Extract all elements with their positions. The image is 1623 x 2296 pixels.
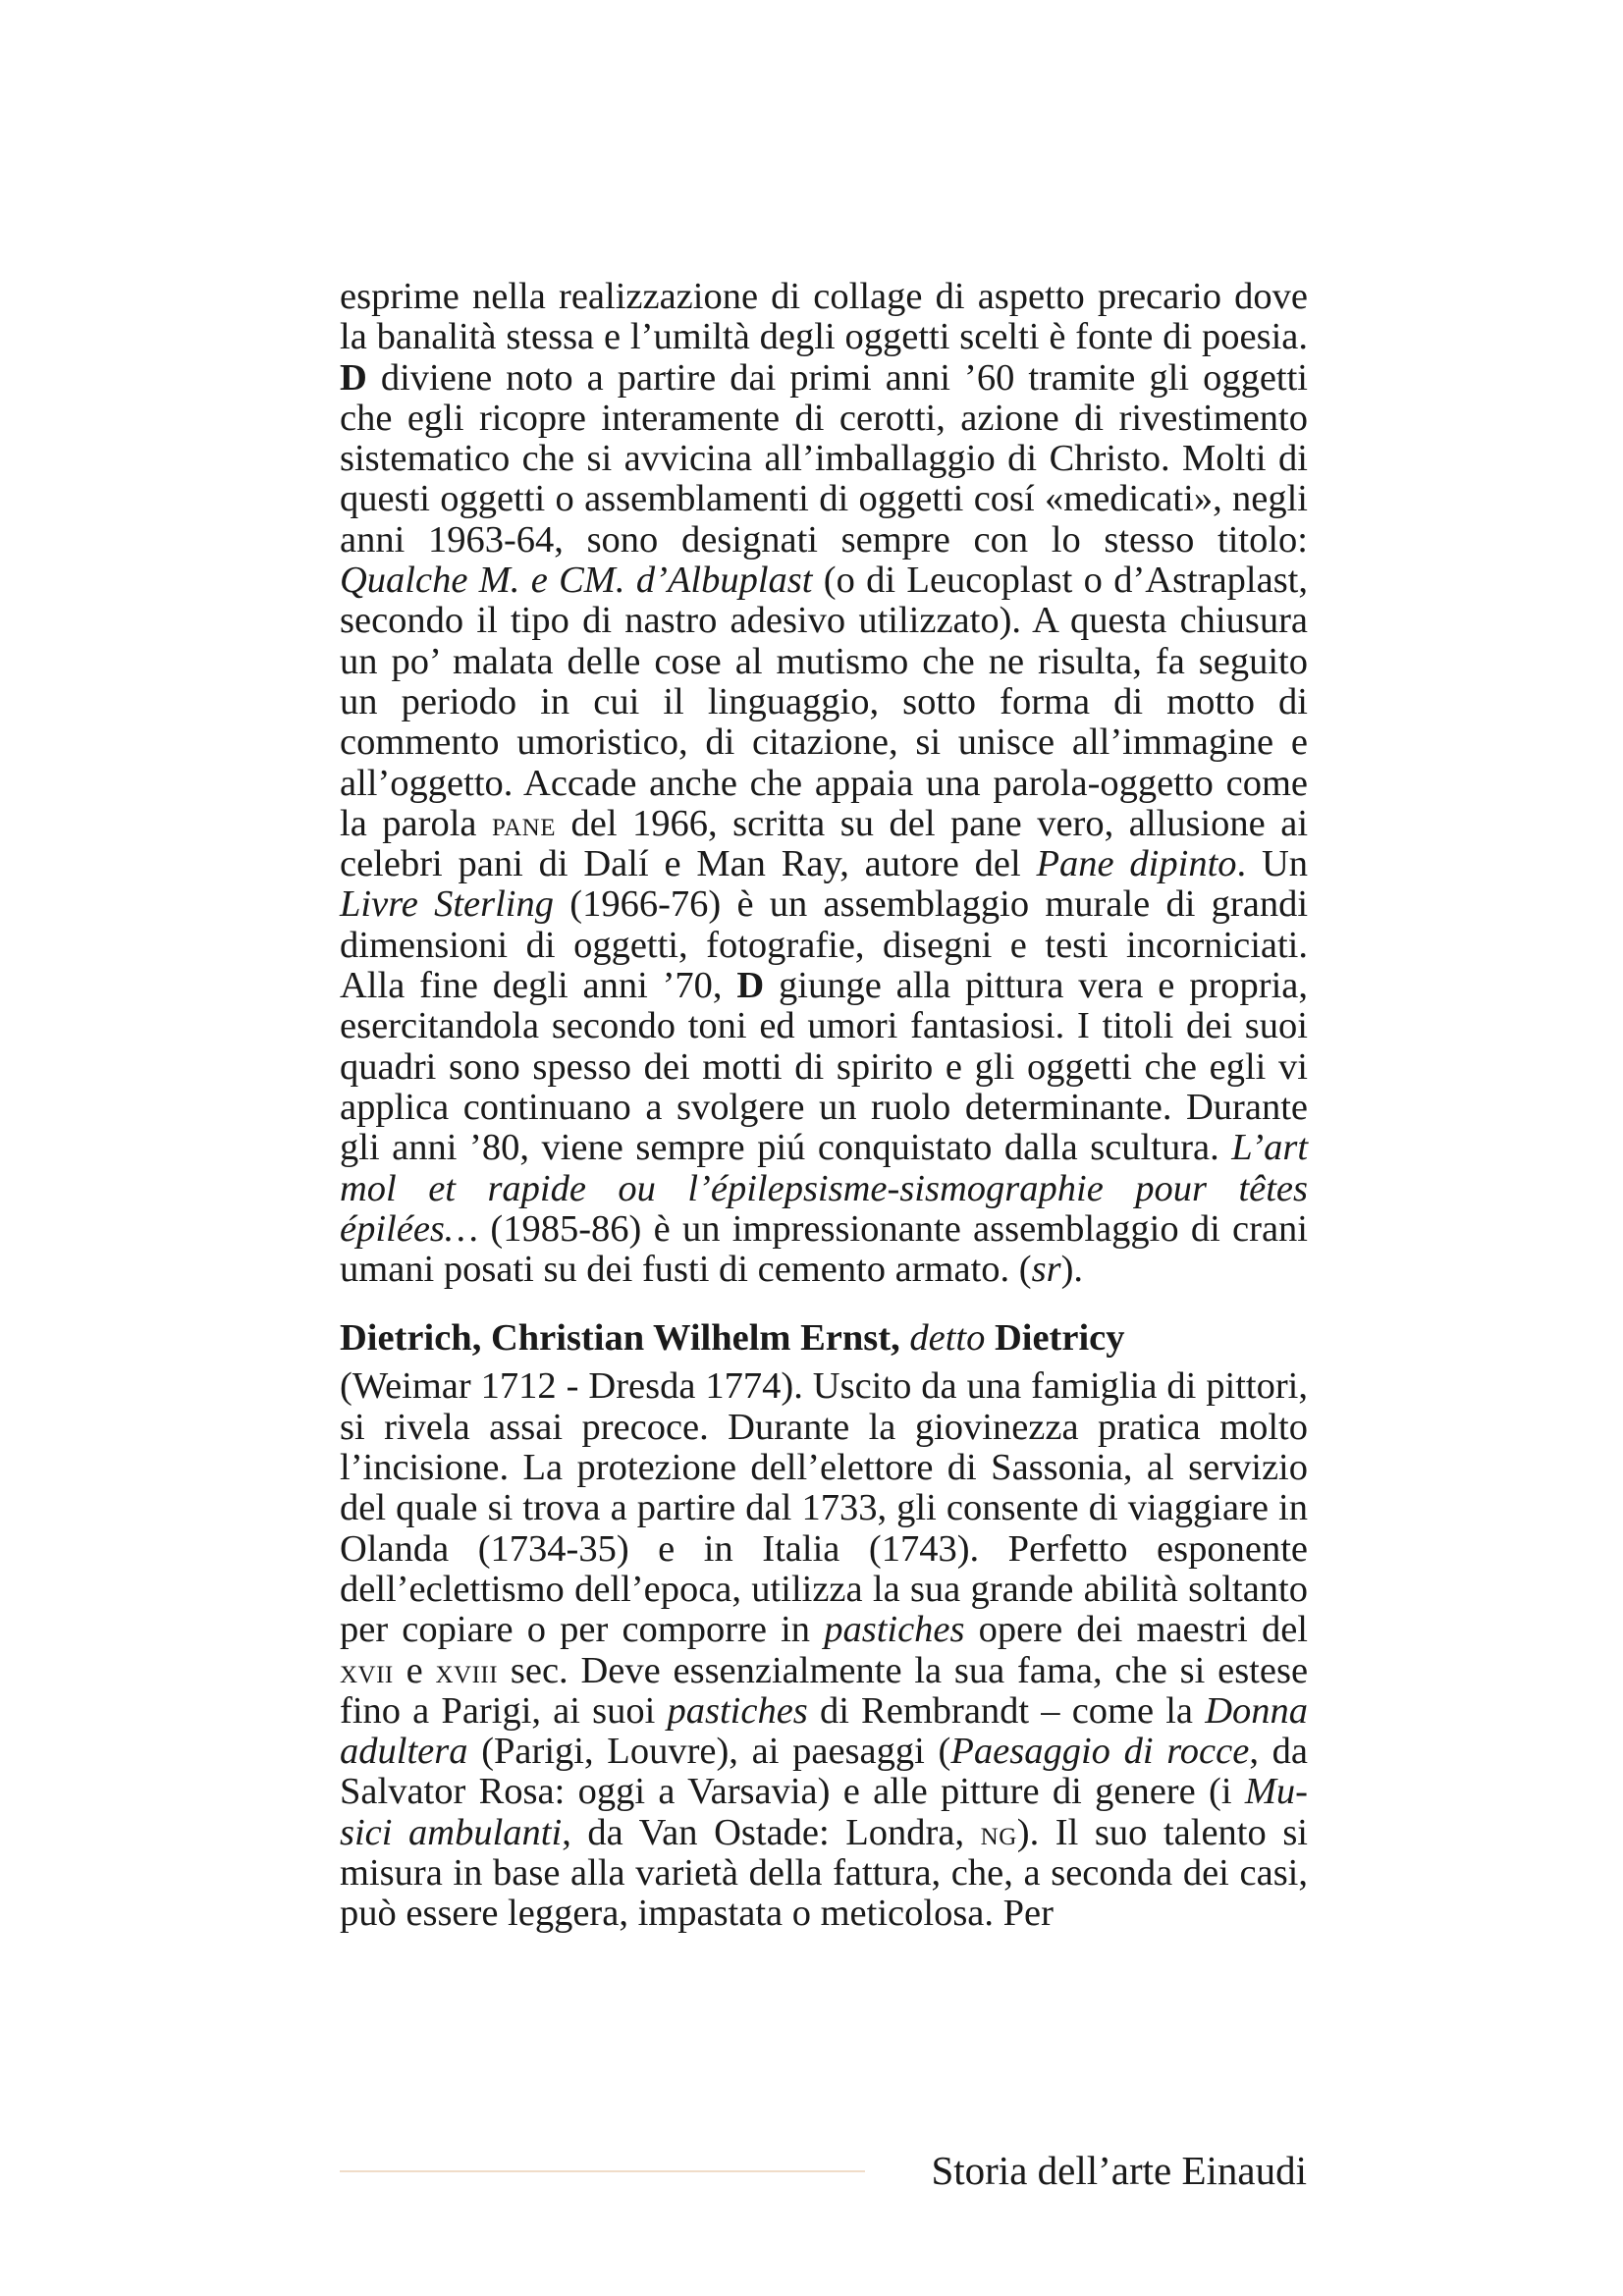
text-run: ). xyxy=(1060,1249,1084,1291)
text-run: (Weimar 1712 - Dresda 1774). Uscito da una famiglia di pittori, si rivela assai precoce. Durante la giovinezza pratica molto l’incisione. La protezione dell’elettore di Sassonia, al servizio del quale si trova a partire dal 1733, gli consente di viaggiare in Olanda (1734-35) e in Italia (1743). Perfetto esponente dell’eclettismo dell’epoca, utilizza la sua grande abilità soltanto per copiare o per comporre in xyxy=(340,1365,1308,1651)
artwork-title: Donna adultera xyxy=(340,1689,1309,1773)
text-run: (Parigi, Louvre), ai paesaggi ( xyxy=(481,1731,951,1773)
entry-initial: D xyxy=(736,965,765,1007)
entry-heading-name: Dietrich, Christian Wilhelm Ernst, xyxy=(340,1317,900,1360)
text-run: opere dei maestri del xyxy=(978,1609,1309,1651)
text-column xyxy=(340,277,1308,1935)
text-run: ). Il suo talento si misura in base alla varietà della fattura, che, a seconda dei casi, può essere leggera, impastata o meticolosa. Per xyxy=(340,1811,1308,1935)
text-run: . Un xyxy=(1236,843,1308,885)
text-run: sec. Deve essenzialmente la sua fama, che si estese fino a Parigi, ai suoi xyxy=(340,1649,1309,1732)
italic-term: pastiches xyxy=(824,1609,965,1651)
artwork-title: Pane dipinto xyxy=(1036,843,1237,885)
small-caps-word: xvii xyxy=(340,1650,394,1690)
text-run: del 1966, scritta su del pane vero, allusione ai celebri pani di Dalí e Man Ray, autore del xyxy=(340,802,1309,885)
small-caps-word: ng xyxy=(980,1812,1017,1852)
entry-initial: D xyxy=(340,356,367,399)
text-run: esprime nella realizzazione di collage di aspetto precario dove la banalità stessa e l’umiltà degli oggetti scelti è fonte di poesia. xyxy=(340,276,1308,358)
entry-heading-detto: detto xyxy=(909,1317,986,1360)
artwork-title: Livre Sterling xyxy=(340,883,554,926)
text-run: giunge alla pittura vera e propria, esercitandola secondo toni ed umori fantasiosi. I titoli dei suoi quadri sono spesso dei motti di spirito e gli oggetti che egli vi applica continuano a svolgere un ruolo determinante. Durante gli anni ’80, viene sempre piú conquistato dalla scultura. xyxy=(340,965,1309,1169)
text-run: e xyxy=(406,1649,423,1691)
entry-heading-alias: Dietricy xyxy=(994,1317,1125,1360)
artwork-title: Paesaggio di rocce xyxy=(950,1731,1250,1773)
artwork-title: L’art mol et rapide ou l’épilepsisme-sismographie pour têtes épilées… xyxy=(340,1127,1309,1250)
entry-heading xyxy=(340,1317,1308,1359)
text-run: di Rembrandt – come la xyxy=(819,1689,1194,1732)
entry-body-continued xyxy=(340,277,1308,1290)
author-initials: sr xyxy=(1031,1249,1061,1291)
footer-rule xyxy=(340,2170,865,2172)
text-run: , da Salvator Rosa: oggi a Varsavia) e alle pitture di genere (i xyxy=(340,1731,1308,1813)
text-run: (o di Leucoplast o d’Astraplast, secondo il tipo di nastro adesivo utilizzato). A questa chiusura un po’ malata delle cose al mutismo che ne risulta, fa seguito un periodo in cui il linguaggio, sotto forma di motto di commento umoristico, di citazione, si unisce all’immagine e all’oggetto. Accade anche che appaia una parola-oggetto come la parola xyxy=(340,560,1309,844)
text-run: , da Van Ostade: Londra, xyxy=(562,1811,965,1853)
footer-title: Storia dell’arte Einaudi xyxy=(931,2148,1307,2193)
italic-term: pastiches xyxy=(667,1689,808,1732)
entry-body xyxy=(340,1366,1308,1934)
small-caps-word: xviii xyxy=(435,1650,499,1690)
artwork-title: Musici ambulanti xyxy=(340,1771,1308,1853)
text-run: (1985-86) è un impressionante assemblaggio di crani umani posati su dei fusti di cemento armato. ( xyxy=(340,1207,1309,1291)
text-run: diviene noto a partire dai primi anni ’60 tramite gli oggetti che egli ricopre interamente di cerotti, azione di rivestimento sistematico che si avvicina all’imballaggio di Christo. Molti di questi oggetti o assemblamenti di oggetti cosí «medicati», negli anni 1963-64, sono designati sempre con lo stesso titolo: xyxy=(340,356,1308,561)
artwork-title: Qualche M. e CM. d’Albuplast xyxy=(340,560,813,602)
text-run: (1966-76) è un assemblaggio murale di grandi dimensioni di oggetti, fotografie, disegni e testi incorniciati. Alla fine degli anni ’70, xyxy=(340,883,1309,1007)
small-caps-word: pane xyxy=(492,803,556,843)
